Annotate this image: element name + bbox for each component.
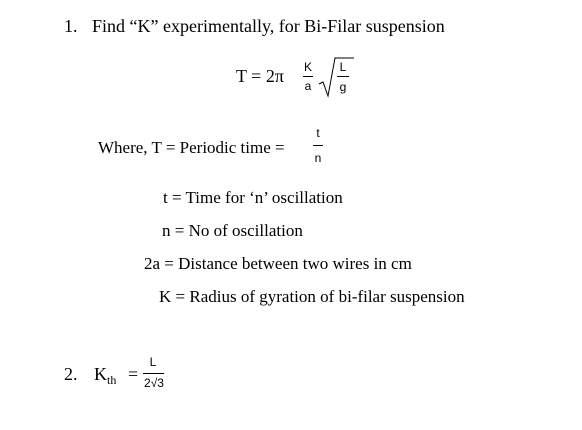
sqrt-fraction-numerator: L	[339, 60, 347, 74]
formula-fraction-denominator: a	[304, 79, 312, 93]
k-symbol: K	[94, 364, 107, 384]
item-2-equals: =	[128, 364, 139, 384]
sqrt-fraction-bar	[337, 76, 349, 77]
definition-n: n = No of oscillation	[162, 221, 303, 240]
item-2-fraction-numerator: L	[149, 355, 157, 369]
where-fraction-denominator: n	[314, 151, 322, 165]
k-subscript: th	[107, 373, 117, 387]
definition-2a: 2a = Distance between two wires in cm	[144, 254, 412, 273]
item-1-heading: Find “K” experimentally, for Bi-Filar suspension	[92, 16, 445, 36]
sqrt-fraction-denominator: g	[339, 80, 347, 94]
where-text: Where, T = Periodic time =	[98, 138, 285, 157]
item-2-fraction-denominator: 2√3	[144, 376, 164, 390]
k-theoretical	[94, 364, 116, 386]
formula-fraction-bar	[303, 76, 313, 77]
where-fraction-bar	[313, 145, 323, 146]
item-1-number: 1.	[64, 16, 78, 36]
formula-lhs: T = 2π	[236, 66, 284, 86]
definition-k: K = Radius of gyration of bi-filar suspension	[159, 287, 465, 306]
item-2-number: 2.	[64, 364, 78, 384]
formula-fraction-numerator: K	[303, 60, 312, 74]
item-2-fraction-bar	[143, 373, 164, 374]
where-fraction-numerator: t	[316, 126, 320, 140]
definition-t: t = Time for ‘n’ oscillation	[163, 188, 343, 207]
